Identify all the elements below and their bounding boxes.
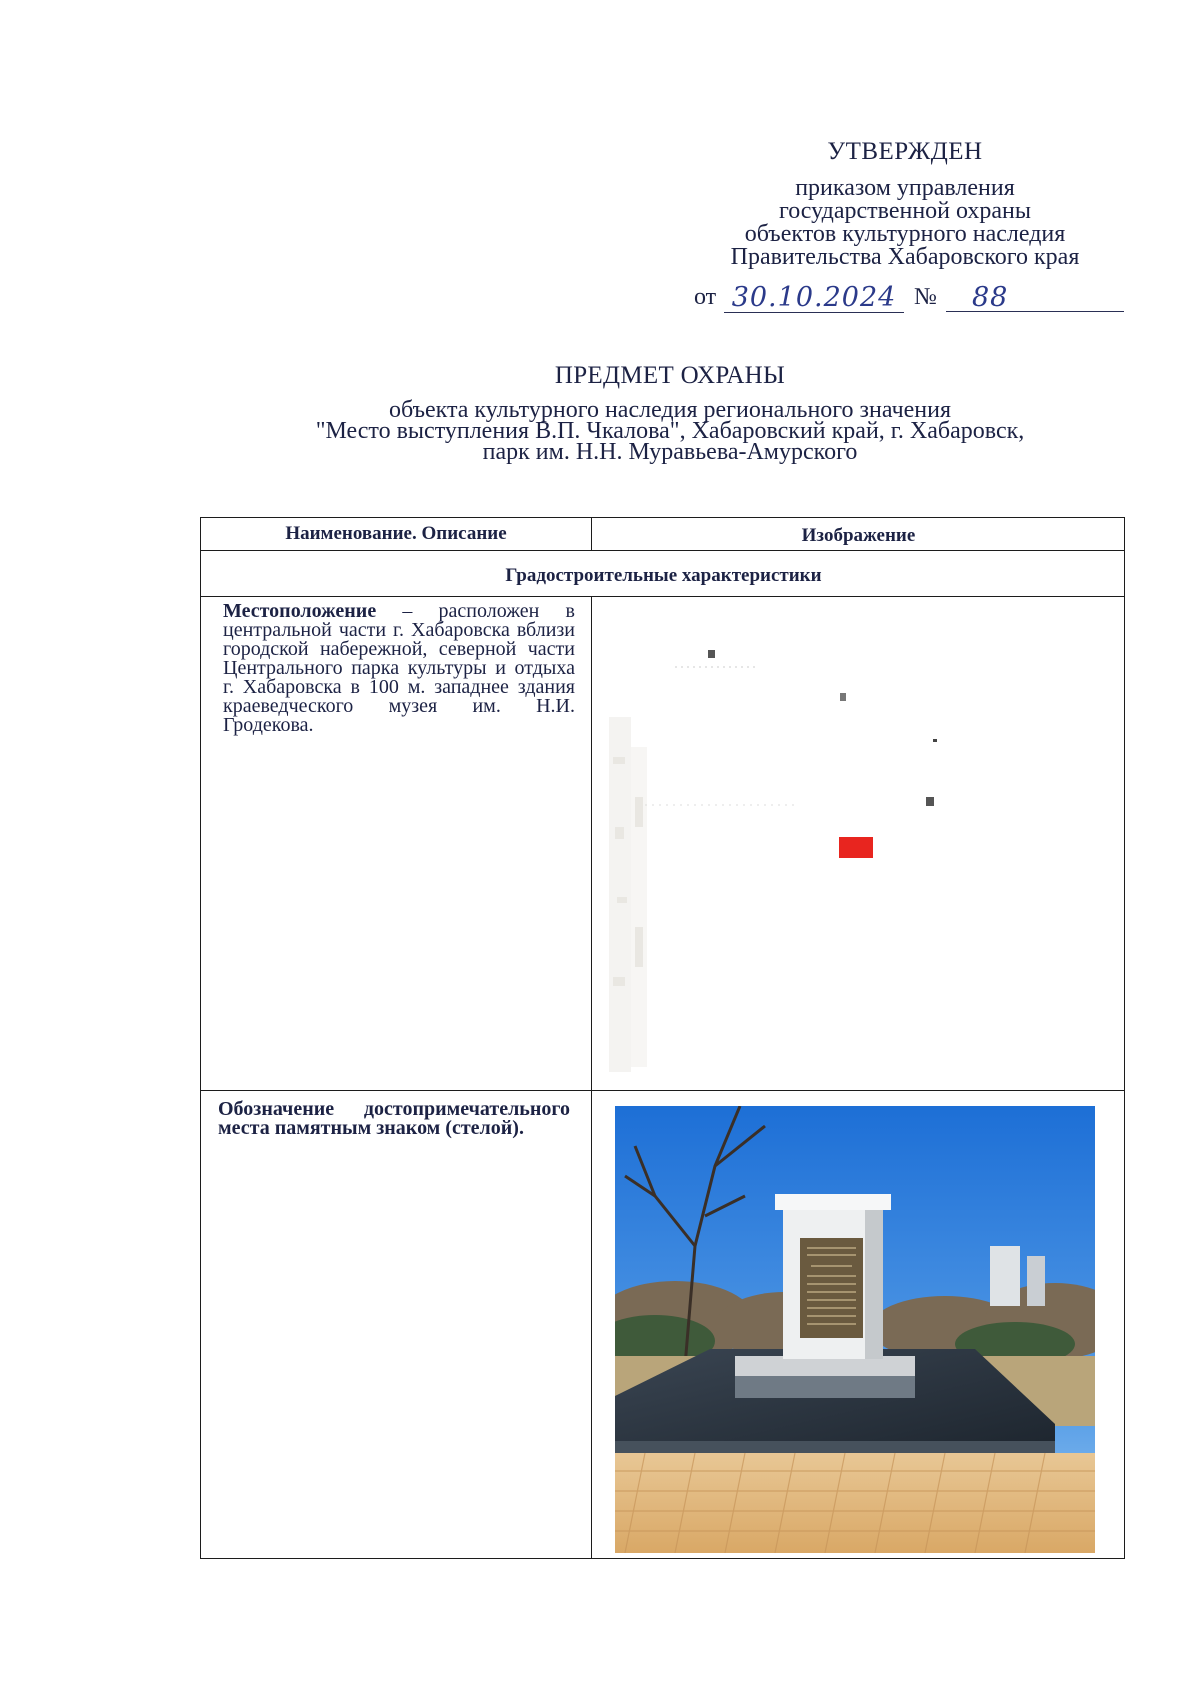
location-term: Местоположение bbox=[223, 600, 377, 622]
document-title-block bbox=[240, 362, 1100, 465]
approval-line: объектов культурного наследия bbox=[744, 221, 1066, 247]
date-value: 30.10.2024 bbox=[724, 282, 904, 313]
approval-line: приказом управления bbox=[795, 175, 1015, 201]
stele-photo-graphic bbox=[615, 1106, 1095, 1553]
document-subtitle-line: "Место выступления В.П. Чкалова", Хабаровский край, г. Хабаровск, bbox=[315, 418, 1025, 444]
column-header-description: Наименование. Описание bbox=[285, 523, 507, 544]
location-map bbox=[595, 597, 1120, 1087]
approval-block bbox=[690, 140, 1120, 269]
location-description bbox=[223, 602, 575, 735]
stele-description: Обозначение достопримечательного места памятным знаком (стелой). bbox=[218, 1098, 570, 1139]
location-map-graphic bbox=[595, 597, 1120, 1087]
approval-title: УТВЕРЖДЕН bbox=[827, 138, 983, 165]
stele-photo bbox=[615, 1106, 1095, 1553]
document-subtitle-line: парк им. Н.Н. Муравьева-Амурского bbox=[482, 439, 858, 465]
document-title: ПРЕДМЕТ ОХРАНЫ bbox=[554, 362, 786, 389]
approval-line: государственной охраны bbox=[778, 198, 1032, 224]
document-subtitle-line: объекта культурного наследия регионального значения bbox=[388, 397, 952, 423]
table-divider bbox=[201, 1090, 1124, 1091]
date-label: от bbox=[694, 284, 717, 310]
number-value: 88 bbox=[946, 282, 1124, 312]
column-header-image: Изображение bbox=[801, 525, 916, 546]
section-title: Градостроительные характеристики bbox=[505, 565, 822, 586]
map-marker bbox=[839, 837, 873, 858]
table-divider bbox=[591, 596, 592, 1559]
number-label: № bbox=[914, 284, 937, 310]
approval-date-row bbox=[694, 282, 1124, 314]
location-text: – расположен в центральной части г. Хабаровска вблизи городской набережной, северной части Центрального парка культуры и отдыха г. Хабаровска в 100 м. западнее здания краеведческого музея им. Н.И. Гродекова. bbox=[223, 600, 575, 736]
approval-line: Правительства Хабаровского края bbox=[730, 244, 1080, 270]
table-divider bbox=[201, 550, 1124, 551]
